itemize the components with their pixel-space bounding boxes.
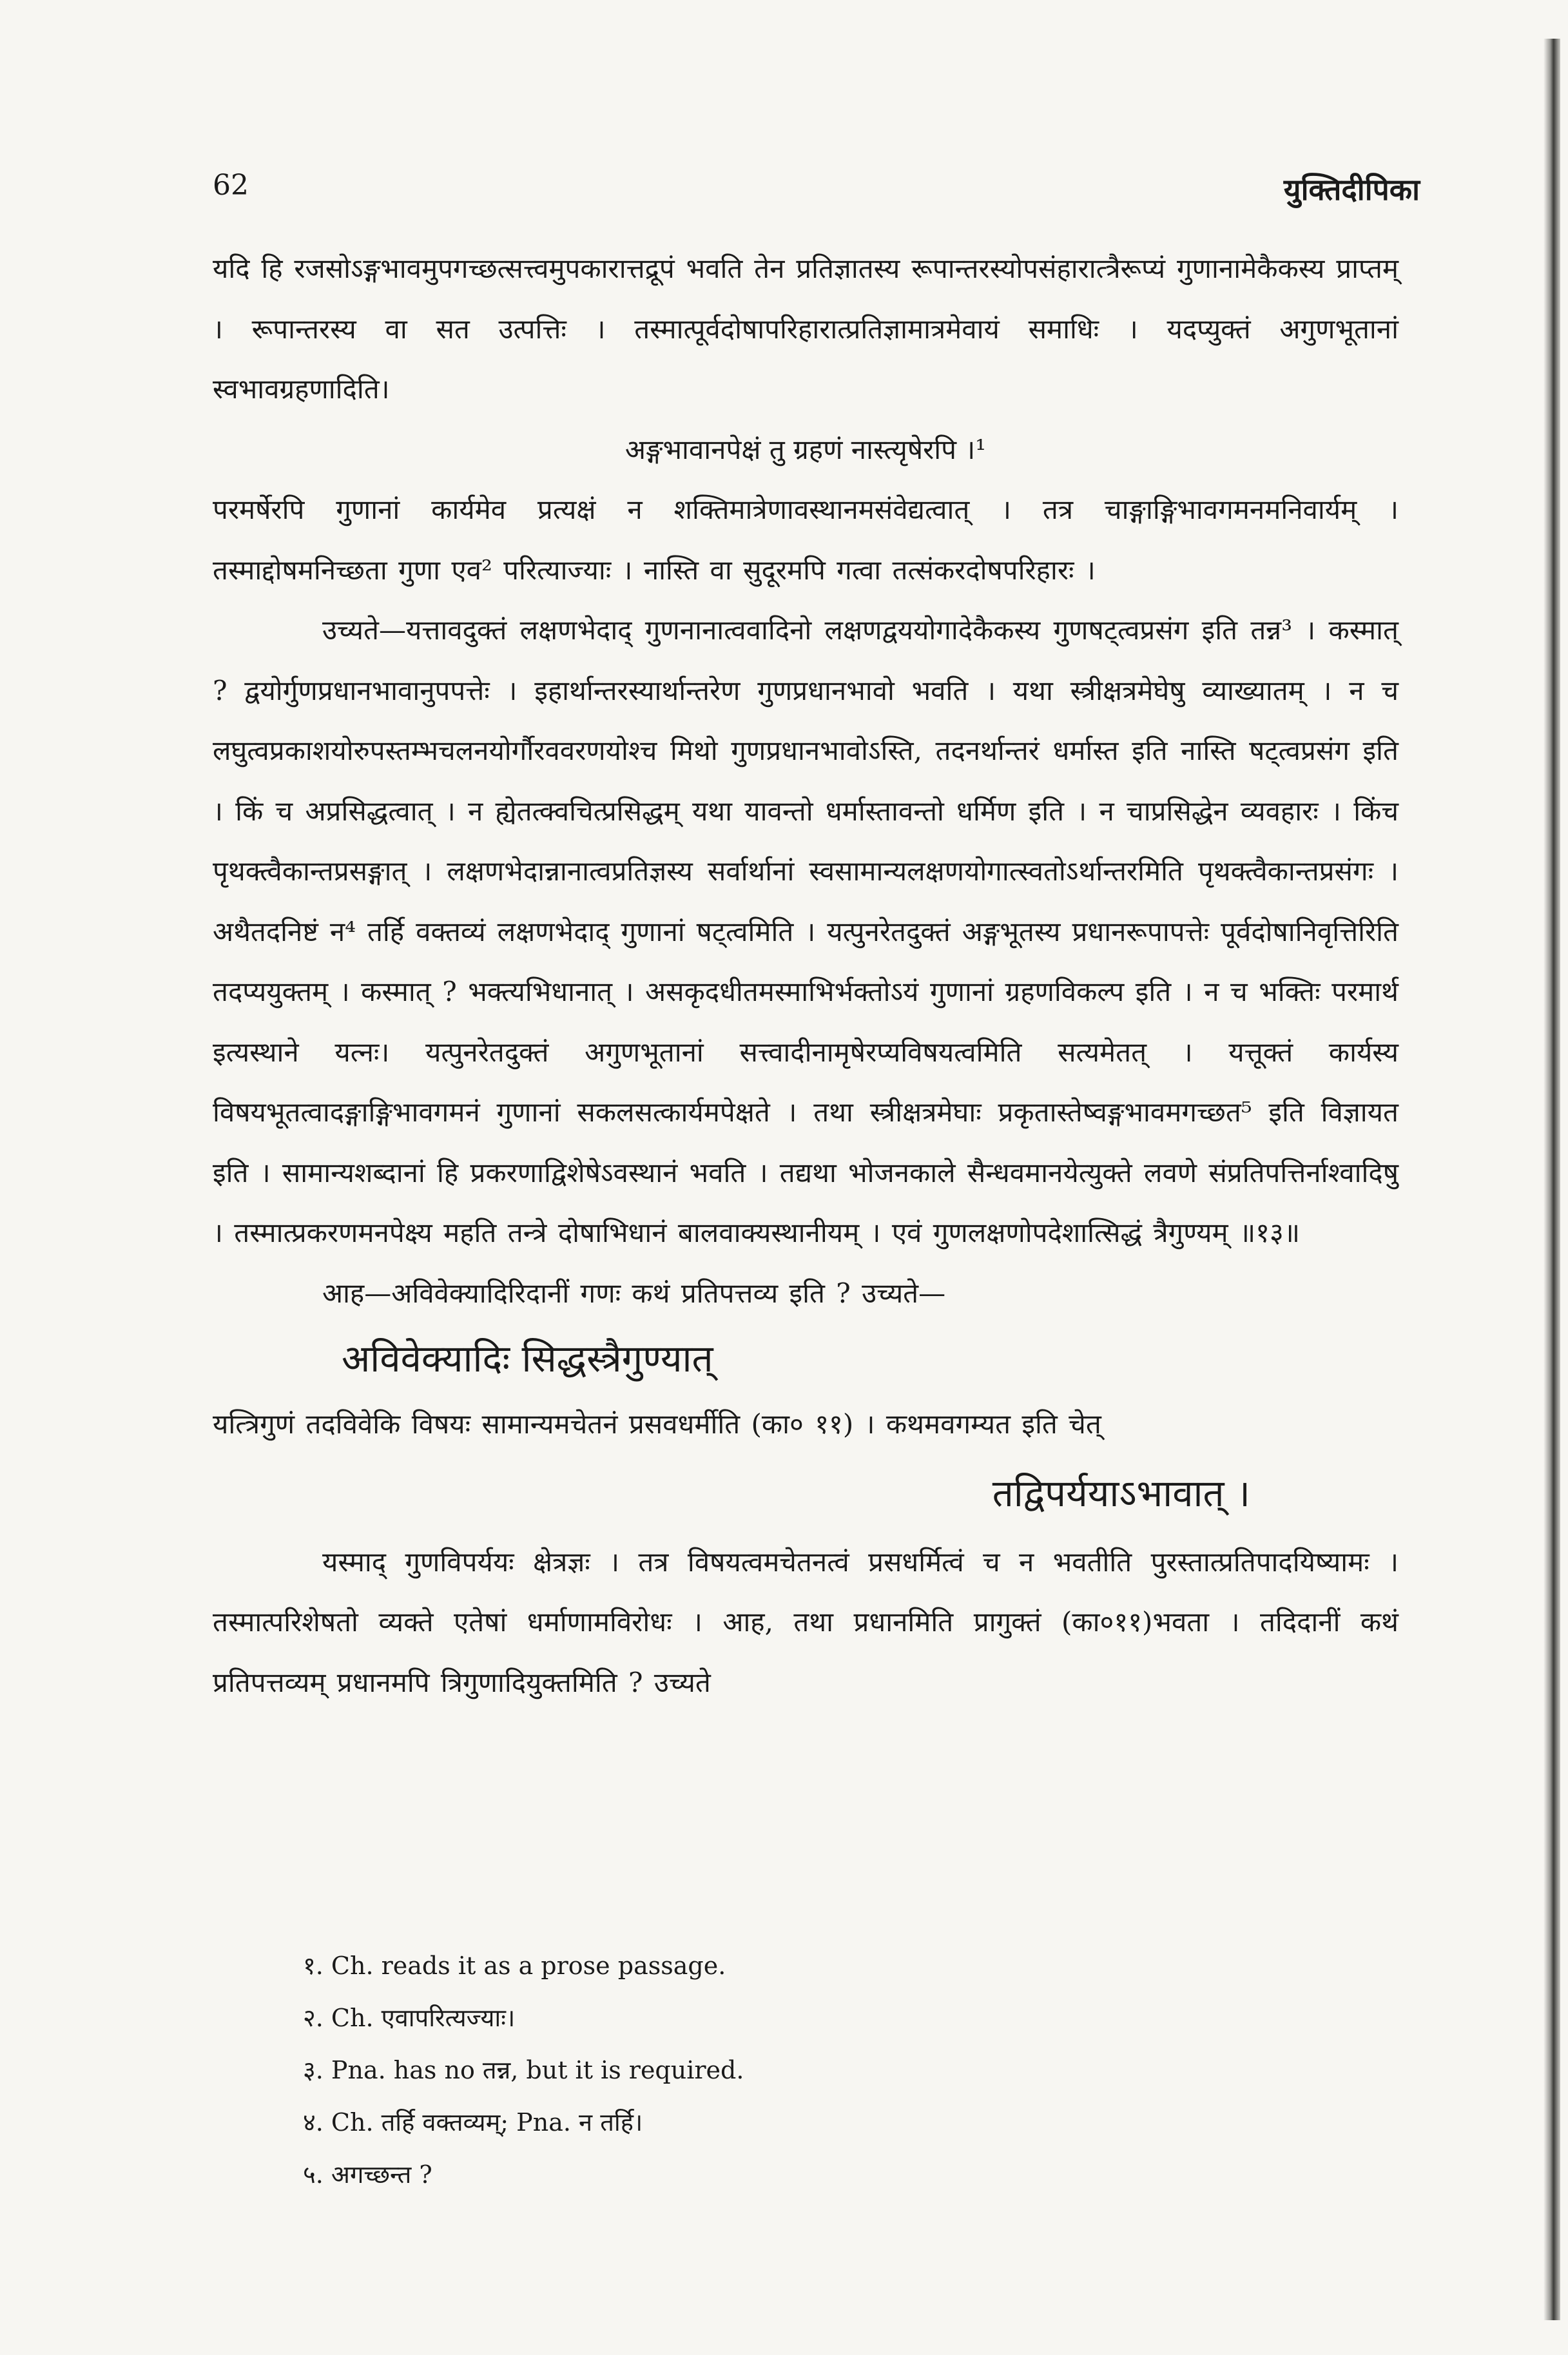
karika-heading-2: तद्विपर्ययाऽभावात् । [992,1471,1250,1515]
page-header [213,169,1420,214]
paragraph-6: यस्माद् गुणविपर्ययः क्षेत्रज्ञः । तत्र विषयत्वमचेतनत्वं प्रसधर्मित्वं च न भवतीति पुरस्तात्प्रतिपादयिष्यामः । तस्मात्परिशेषतो व्यक्ते एतेषां धर्माणामविरोधः । आह, तथा प्रधानमिति प्रागुक्तं (का०११)भवता । तदिदानीं कथं प्रतिपत्तव्यम् प्रधानमपि त्रिगुणादियुक्तमिति ? उच्यते [213,1546,1399,1698]
karika-heading-1: अविवेक्यादिः सिद्धस्त्रैगुण्यात् [342,1337,713,1381]
footnote-4: ४. Ch. तर्हि वक्तव्यम्; Pna. न तर्हि। [303,2108,643,2137]
running-title: युक्तिदीपिका [1283,172,1420,207]
verse-quote: अङ्गभावानपेक्षं तु ग्रहणं नास्त्यृषेरपि ।¹ [624,433,987,465]
footnote-3: ३. Pna. has no तन्न, but it is required. [303,2056,744,2084]
paragraph-5: यत्त्रिगुणं तदविवेकि विषयः सामान्यमचेतनं प्रसवधर्मीति (का० ११) । कथमवगम्यत इति चेत् [213,1408,1101,1440]
footnotes [303,1940,1270,2201]
page-number: 62 [213,169,249,202]
paragraph-4: आह—अविवेक्यादिरिदानीं गणः कथं प्रतिपत्तव्य इति ? उच्यते— [322,1277,946,1309]
footnote-2: २. Ch. एवापरित्यज्याः। [303,2004,516,2032]
paragraph-1: यदि हि रजसोऽङ्गभावमुपगच्छत्सत्त्वमुपकारात्तद्रूपं भवति तेन प्रतिज्ञातस्य रूपान्तरस्योपसंहारात्त्रैरूप्यं गुणानामेकैकस्य प्राप्तम् । रूपान्तरस्य वा सत उत्पत्तिः । तस्मात्पूर्वदोषापरिहारात्प्रतिज्ञामात्रमेवायं समाधिः । यदप्युक्तं अगुणभूतानां स्वभावग्रहणादिति। [213,253,1399,405]
paragraph-2: परमर्षेरपि गुणानां कार्यमेव प्रत्यक्षं न शक्तिमात्रेणावस्थानमसंवेद्यत्वात् । तत्र चाङ्गाङ्गिभावगमनमनिवार्यम् । तस्माद्दोषमनिच्छता गुणा एव² परित्याज्याः । नास्ति वा सुदूरमपि गत्वा तत्संकरदोषपरिहारः । [213,494,1399,586]
page-binding-edge [1544,39,1560,2320]
footnote-1: १. Ch. reads it as a prose passage. [303,1952,726,1980]
footnote-5: ५. अगच्छन्त ? [303,2160,432,2189]
paragraph-3: उच्यते—यत्तावदुक्तं लक्षणभेदाद् गुणनानात्ववादिनो लक्षणद्वययोगादेकैकस्य गुणषट्त्वप्रसंग इति तन्न³ । कस्मात् ? द्वयोर्गुणप्रधानभावानुपपत्तेः । इहार्थान्तरस्यार्थान्तरेण गुणप्रधानभावो भवति । यथा स्त्रीक्षत्रमेघेषु व्याख्यातम् । न च लघुत्वप्रकाशयोरुपस्तम्भचलनयोर्गौरववरणयोश्च मिथो गुणप्रधानभावोऽस्ति, तदनर्थान्तरं धर्मास्त इति नास्ति षट्त्वप्रसंग इति । किं च अप्रसिद्धत्वात् । न ह्येतत्क्वचित्प्रसिद्धम् यथा यावन्तो धर्मास्तावन्तो धर्मिण इति । न चाप्रसिद्धेन व्यवहारः । किंच पृथक्त्वैकान्तप्रसङ्गात् । लक्षणभेदान्नानात्वप्रतिज्ञस्य सर्वार्थानां स्वसामान्यलक्षणयोगात्स्वतोऽर्थान्तरमिति पृथक्त्वैकान्तप्रसंगः । अथैतदनिष्टं न⁴ तर्हि वक्तव्यं लक्षणभेदाद् गुणानां षट्त्वमिति । यत्पुनरेतदुक्तं अङ्गभूतस्य प्रधानरूपापत्तेः पूर्वदोषानिवृत्तिरिति तदप्ययुक्तम् । कस्मात् ? भक्त्यभिधानात् । असकृदधीतमस्माभिर्भक्तोऽयं गुणानां ग्रहणविकल्प इति । न च भक्तिः परमार्थ इत्यस्थाने यत्नः। यत्पुनरेतदुक्तं अगुणभूतानां सत्त्वादीनामृषेरप्यविषयत्वमिति सत्यमेतत् । यत्तूक्तं कार्यस्य विषयभूतत्वादङ्गाङ्गिभावगमनं गुणानां सकलसत्कार्यमपेक्षते । तथा स्त्रीक्षत्रमेघाः प्रकृतास्तेष्वङ्गभावमगच्छत⁵ इति विज्ञायत इति । सामान्यशब्दानां हि प्रकरणाद्विशेषेऽवस्थानं भवति । तद्यथा भोजनकाले सैन्धवमानयेत्युक्ते लवणे संप्रतिपत्तिर्नाश्वादिषु । तस्मात्प्रकरणमनपेक्ष्य महति तन्त्रे दोषाभिधानं बालवाक्यस्थानीयम् । एवं गुणलक्षणोपदेशात्सिद्धं त्रैगुण्यम् ॥१३॥ [213,614,1399,1248]
main-text [213,238,1399,1712]
